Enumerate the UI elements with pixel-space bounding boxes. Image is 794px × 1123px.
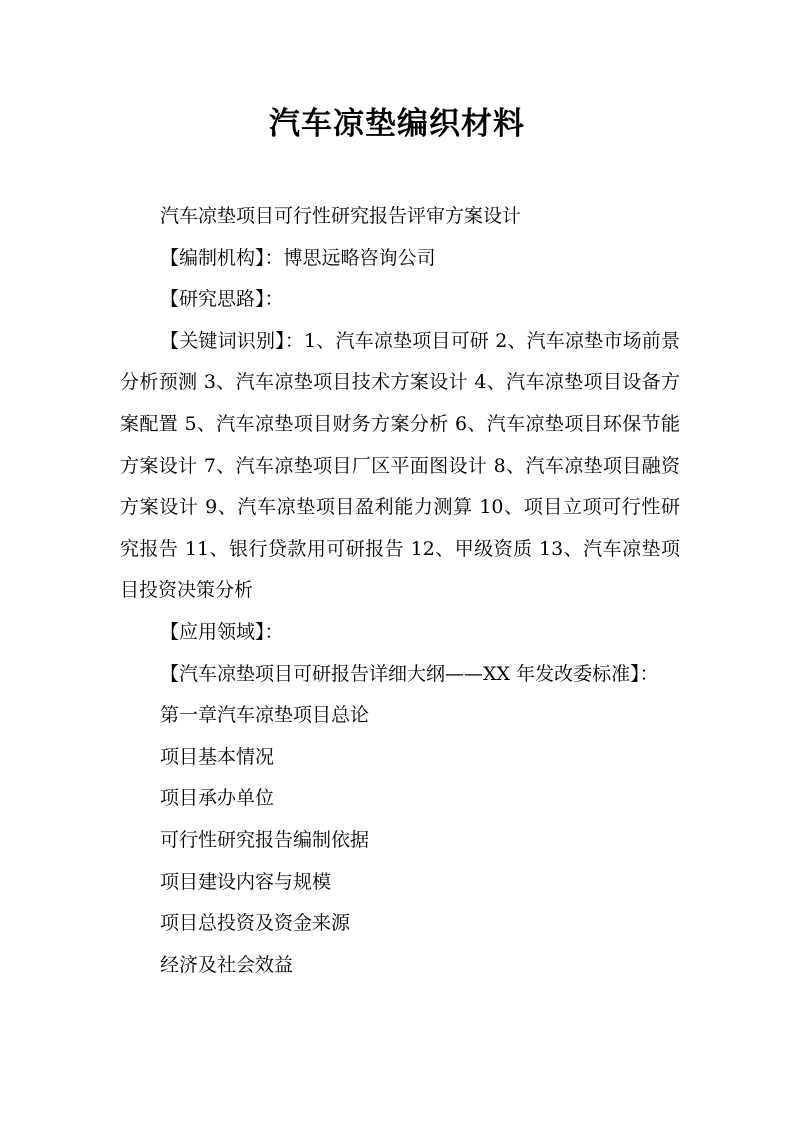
- outline-item: 项目总投资及资金来源: [160, 912, 351, 935]
- document-title: 汽车凉垫编织材料: [269, 106, 525, 142]
- outline-item: 可行性研究报告编制依据: [160, 828, 370, 851]
- keywords-paragraph: 【关键词识别】：1、汽车凉垫项目可研 2、汽车凉垫市场前景分析预测 3、汽车凉垫项目技术方案设计 4、汽车凉垫项目设备方案配置 5、汽车凉垫项目财务方案分析 6、汽车凉垫项目环保节能方案设计 7、汽车凉垫项目厂区平面图设计 8、汽车凉垫项目融资方案设计 9、汽车凉垫项目盈利能力测算 10、项目立项可行性研究报告 11、银行贷款用可研报告 12、甲级资质 13、汽车凉垫项目投资决策分析: [120, 329, 680, 602]
- chapter-heading: 第一章汽车凉垫项目总论: [160, 704, 370, 727]
- outline-heading: 【汽车凉垫项目可研报告详细大纲——XX 年发改委标准】：: [160, 662, 659, 685]
- outline-item: 项目建设内容与规模: [160, 870, 332, 893]
- organization-line: 【编制机构】：博思远略咨询公司: [160, 246, 436, 269]
- application-field-heading: 【应用领域】：: [160, 620, 284, 643]
- report-subtitle: 汽车凉垫项目可行性研究报告评审方案设计: [160, 205, 522, 227]
- outline-item: 项目承办单位: [160, 787, 275, 810]
- research-approach-heading: 【研究思路】：: [160, 288, 284, 311]
- outline-item: 项目基本情况: [160, 745, 275, 768]
- document-body: [120, 196, 680, 986]
- outline-item: 经济及社会效益: [160, 953, 294, 976]
